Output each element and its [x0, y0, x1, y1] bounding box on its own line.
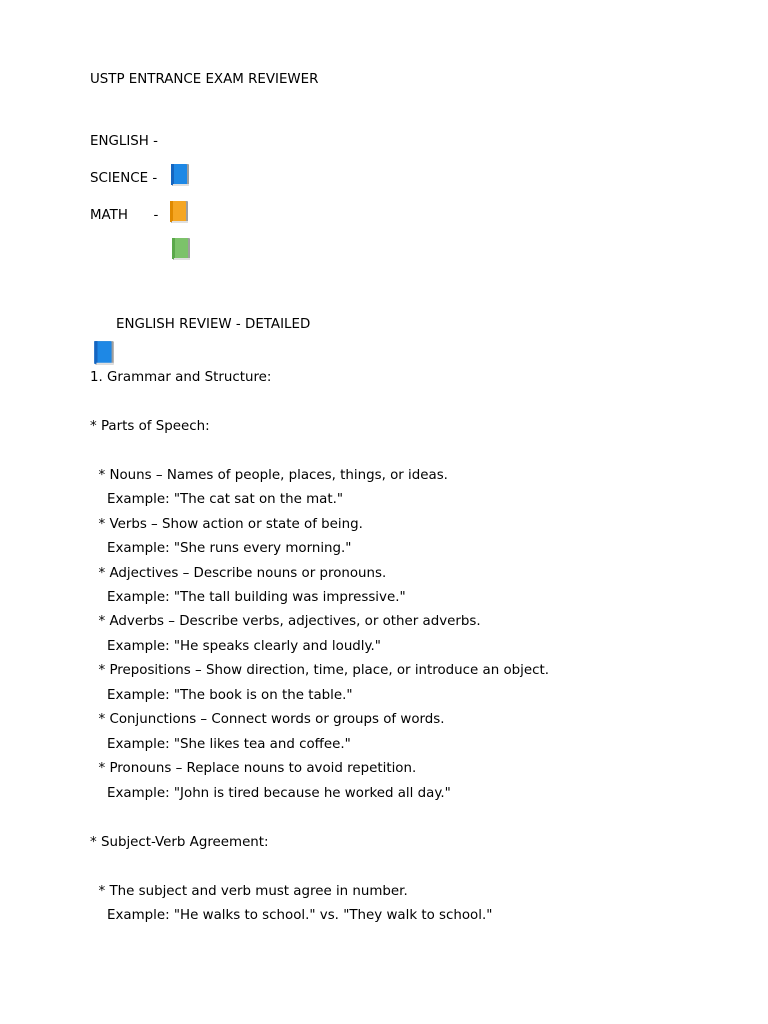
list-item: * Adverbs – Describe verbs, adjectives, or other adverbs.: [90, 614, 481, 629]
example-text: Example: "The tall building was impressive.": [90, 590, 406, 605]
example-text: Example: "John is tired because he worked all day.": [90, 786, 451, 801]
section-heading-row: [90, 308, 310, 332]
list-item: * Verbs – Show action or state of being.: [90, 517, 363, 532]
document-title: USTP ENTRANCE EXAM REVIEWER: [90, 72, 319, 87]
example-text: Example: "He walks to school." vs. "They walk to school.": [90, 908, 493, 923]
list-item: * The subject and verb must agree in number.: [90, 884, 408, 899]
topic-heading: 1. Grammar and Structure:: [90, 370, 272, 385]
sva-heading: * Subject-Verb Agreement:: [90, 835, 269, 850]
section-heading: ENGLISH REVIEW - DETAILED: [116, 317, 311, 332]
example-text: Example: "She likes tea and coffee.": [90, 737, 351, 752]
list-item: * Prepositions – Show direction, time, place, or introduce an object.: [90, 663, 549, 678]
example-text: Example: "He speaks clearly and loudly.": [90, 639, 381, 654]
list-item: * Pronouns – Replace nouns to avoid repetition.: [90, 761, 417, 776]
list-item: * Adjectives – Describe nouns or pronouns.: [90, 566, 387, 581]
list-item: * Conjunctions – Connect words or groups of words.: [90, 712, 445, 727]
orange-book-icon: [167, 166, 191, 190]
blue-book-icon: [168, 129, 192, 153]
example-text: Example: "The book is on the table.": [90, 688, 353, 703]
list-item: * Nouns – Names of people, places, things, or ideas.: [90, 468, 448, 483]
subject-label: ENGLISH -: [90, 134, 163, 149]
example-text: Example: "She runs every morning.": [90, 541, 352, 556]
subject-math: [90, 200, 193, 224]
green-book-icon: [169, 203, 193, 227]
subject-english: [90, 126, 192, 150]
parts-of-speech-heading: * Parts of Speech:: [90, 419, 210, 434]
subject-label: SCIENCE -: [90, 171, 162, 186]
subject-label: MATH -: [90, 208, 163, 223]
example-text: Example: "The cat sat on the mat.": [90, 492, 344, 507]
subject-science: [90, 163, 191, 187]
blue-book-icon: [90, 310, 114, 334]
